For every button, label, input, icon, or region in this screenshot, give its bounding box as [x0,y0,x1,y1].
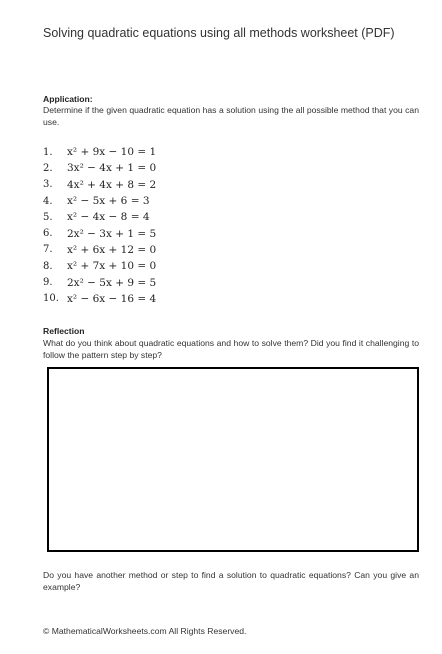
problem-item [43,144,156,160]
problem-item [43,242,156,258]
problem-number: 8. [43,260,53,272]
problem-number: 10. [43,293,59,305]
problem-equation: x² + 7x + 10 = 0 [67,260,157,273]
copyright-footer: © MathematicalWorksheets.com All Rights Reserved. [43,626,247,636]
reflection-question: What do you think about quadratic equations and how to solve them? Did you find it challenging to follow the pattern step by step? [43,338,419,360]
problem-number: 2. [43,162,53,174]
problem-item [43,193,156,209]
problem-equation: 2x² − 3x + 1 = 5 [67,227,157,240]
problem-number: 1. [43,146,53,158]
problem-number: 6. [43,228,53,240]
reflection-answer-box[interactable] [47,367,419,552]
problem-equation: 3x² − 4x + 1 = 0 [67,162,157,175]
problem-equation: 4x² + 4x + 8 = 2 [67,178,157,191]
application-heading: Application: [43,94,93,104]
problem-number: 9. [43,277,53,289]
problem-equation: x² − 4x − 8 = 4 [67,211,150,224]
problem-item [43,209,156,225]
reflection-heading: Reflection [43,326,85,336]
problem-equation: x² − 6x − 16 = 4 [67,292,157,305]
problem-equation: 2x² − 5x + 9 = 5 [67,276,157,289]
problem-number: 4. [43,195,53,207]
problem-equation: x² + 6x + 12 = 0 [67,243,157,256]
problem-list [43,144,156,307]
worksheet-title: Solving quadratic equations using all methods worksheet (PDF) [43,26,395,40]
problem-number: 5. [43,211,53,223]
problem-item [43,274,156,290]
problem-item [43,160,156,176]
problem-equation: x² + 9x − 10 = 1 [67,146,157,159]
problem-item [43,225,156,241]
problem-number: 3. [43,179,53,191]
problem-item [43,291,156,307]
application-instructions: Determine if the given quadratic equation has a solution using the all possible method that you can use. [43,105,419,127]
problem-number: 7. [43,244,53,256]
problem-item [43,177,156,193]
problem-item [43,258,156,274]
problem-equation: x² − 5x + 6 = 3 [67,195,150,208]
followup-question: Do you have another method or step to find a solution to quadratic equations? Can you give an example? [43,570,419,592]
